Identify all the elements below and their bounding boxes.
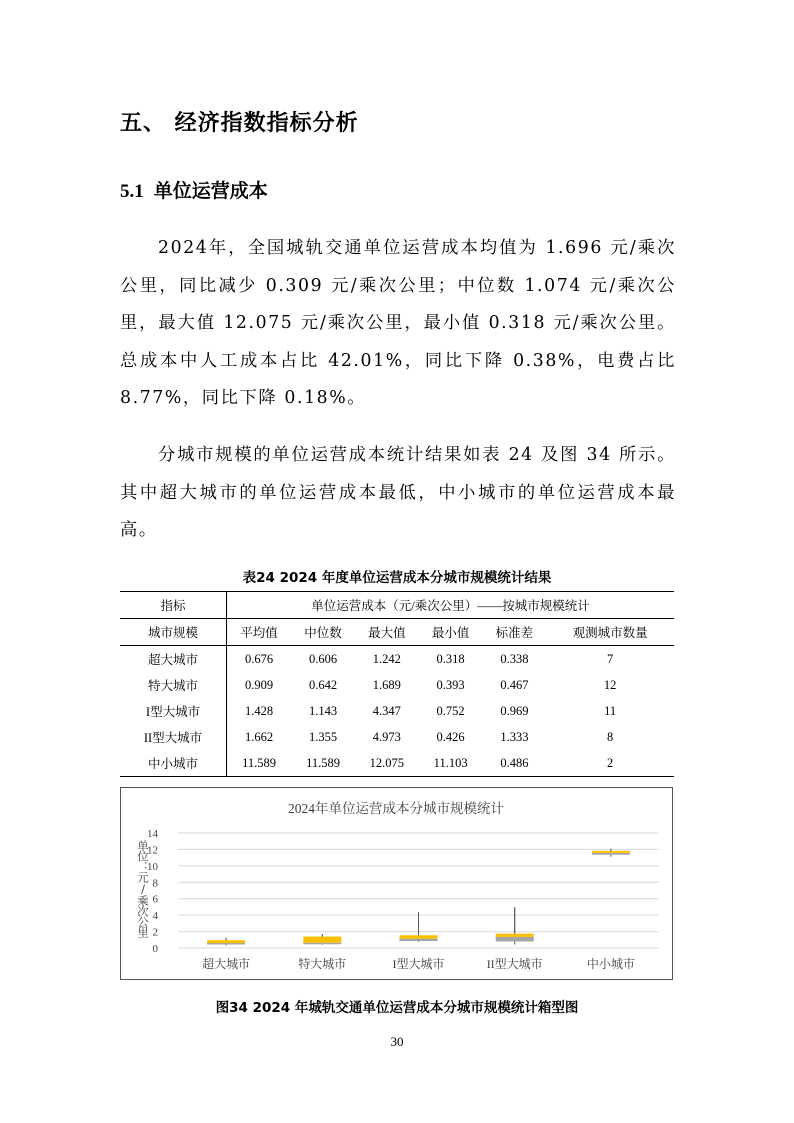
table-cell: 0.486 <box>483 750 547 777</box>
table-cell: 11.589 <box>227 750 292 777</box>
header-cell-span: 单位运营成本（元/乘次公里）——按城市规模统计 <box>227 592 675 619</box>
y-tick-label: 4 <box>152 910 158 923</box>
box-2 <box>303 934 341 945</box>
y-tick-label: 6 <box>152 893 158 906</box>
table-cell: 4.347 <box>372 703 401 718</box>
table-cell: 12 <box>603 677 617 692</box>
table-cell: 0.676 <box>245 651 274 666</box>
table-cell: 7 <box>607 651 614 666</box>
table-cell: I型大城市 <box>120 698 227 724</box>
table-row <box>120 750 674 777</box>
table-cell: 11.589 <box>291 750 355 777</box>
table-row <box>120 698 674 724</box>
y-tick-label: 2 <box>152 926 158 939</box>
table-row <box>120 646 674 673</box>
table-cell: 12.075 <box>355 750 419 777</box>
table-cell: 中小城市 <box>120 750 227 777</box>
y-axis-label: 单位：元/乘次公里 <box>136 840 150 937</box>
section-heading: 五、 经济指数指标分析 <box>120 111 359 136</box>
paragraph-summary: 2024年，全国城轨交通单位运营成本均值为 1.696 元/乘次公里，同比减少 0.309 元/乘次公里；中位数 1.074 元/乘次公里，最大值 12.075 元/乘次公里，最小值 0.318 元/乘次公里。总成本中人工成本占比 42.01%，同比下降 0.38%，电费占比 8.77%，同比下降 0.18%。 <box>120 238 676 409</box>
x-tick-label: 特大城市 <box>298 957 347 971</box>
figure-caption: 图34 2024 年城轨交通单位运营成本分城市规模统计箱型图 <box>215 1000 579 1016</box>
header-cell: 指标 <box>120 592 227 619</box>
box-upper-median-q3 <box>303 937 341 943</box>
y-tick-label: 14 <box>147 828 158 840</box>
boxes <box>207 849 630 946</box>
box-lower-q1-median <box>303 943 341 945</box>
table-cell: 1.662 <box>245 729 274 744</box>
table-cell: 0.467 <box>500 677 529 692</box>
table-cell: 1.689 <box>372 677 401 692</box>
table-row <box>120 672 674 698</box>
table-cell: 0.318 <box>436 651 465 666</box>
box-5 <box>592 849 630 857</box>
page-number: 30 <box>390 1034 404 1049</box>
header-cell: 中位数 <box>291 619 355 646</box>
x-tick-label: I型大城市 <box>392 957 445 971</box>
box-upper-median-q3 <box>496 934 534 937</box>
box-upper-median-q3 <box>207 940 245 943</box>
chart-title: 2024年单位运营成本分城市规模统计 <box>288 801 504 816</box>
y-tick-label: 12 <box>147 844 158 857</box>
header-cell: 最大值 <box>355 619 419 646</box>
table-cell: 0.752 <box>436 703 465 718</box>
table-cell: 1.242 <box>372 651 401 666</box>
box-lower-q1-median <box>496 937 534 942</box>
paragraph-by-city-scale: 分城市规模的单位运营成本统计结果如表 24 及图 34 所示。其中超大城市的单位运营成本最低，中小城市的单位运营成本最高。 <box>120 445 676 541</box>
box-lower-q1-median <box>592 853 630 855</box>
table-cell: 1.143 <box>308 703 338 718</box>
box-plot-chart <box>120 787 673 980</box>
table-cell: 0.969 <box>500 703 529 718</box>
box-upper-median-q3 <box>400 935 438 938</box>
box-lower-q1-median <box>207 943 245 945</box>
box-plot-svg <box>121 788 672 979</box>
table-cell: 0.909 <box>245 677 274 692</box>
box-lower-q1-median <box>400 939 438 941</box>
y-tick-label: 10 <box>147 860 158 873</box>
table-row <box>120 724 674 750</box>
table-cell: 2 <box>546 750 674 777</box>
box-3 <box>400 912 438 942</box>
table-cell: 1.355 <box>308 729 338 744</box>
box-1 <box>207 938 245 946</box>
x-tick-labels <box>202 956 635 971</box>
subsection-title: 单位运营成本 <box>153 180 268 202</box>
x-tick-label: 超大城市 <box>202 957 251 971</box>
header-cell: 城市规模 <box>120 619 227 646</box>
table-header-row <box>120 592 674 619</box>
table-cell: 0.642 <box>308 677 338 692</box>
table-cell: 超大城市 <box>120 646 227 673</box>
table-header-row <box>120 619 674 646</box>
table-cell: II型大城市 <box>120 724 227 750</box>
table-cell: 4.973 <box>372 729 401 744</box>
table-cell: 0.426 <box>436 729 465 744</box>
header-cell: 平均值 <box>227 619 292 646</box>
y-tick-label: 0 <box>152 943 158 955</box>
header-cell: 最小值 <box>419 619 483 646</box>
table-cell: 11 <box>604 703 617 718</box>
x-tick-label: 中小城市 <box>586 957 635 971</box>
box-upper-median-q3 <box>592 851 630 853</box>
subsection-number: 5.1 <box>120 181 144 202</box>
table-cell: 1.428 <box>245 703 274 718</box>
y-tick-label: 8 <box>152 877 158 890</box>
subsection-heading <box>120 176 268 203</box>
table-cell: 0.338 <box>500 651 529 666</box>
box-4 <box>496 907 534 944</box>
header-cell: 标准差 <box>483 619 547 646</box>
stats-table <box>120 591 674 777</box>
table-cell: 11.103 <box>419 750 483 777</box>
table-cell: 8 <box>607 729 614 744</box>
header-cell: 观测城市数量 <box>546 619 674 646</box>
table-cell: 1.333 <box>500 729 529 744</box>
table-cell: 特大城市 <box>120 672 227 698</box>
table-cell: 0.606 <box>308 651 338 666</box>
table-cell: 0.393 <box>436 677 465 692</box>
table-caption: 表24 2024 年度单位运营成本分城市规模统计结果 <box>242 570 552 586</box>
x-tick-label: II型大城市 <box>486 957 543 971</box>
